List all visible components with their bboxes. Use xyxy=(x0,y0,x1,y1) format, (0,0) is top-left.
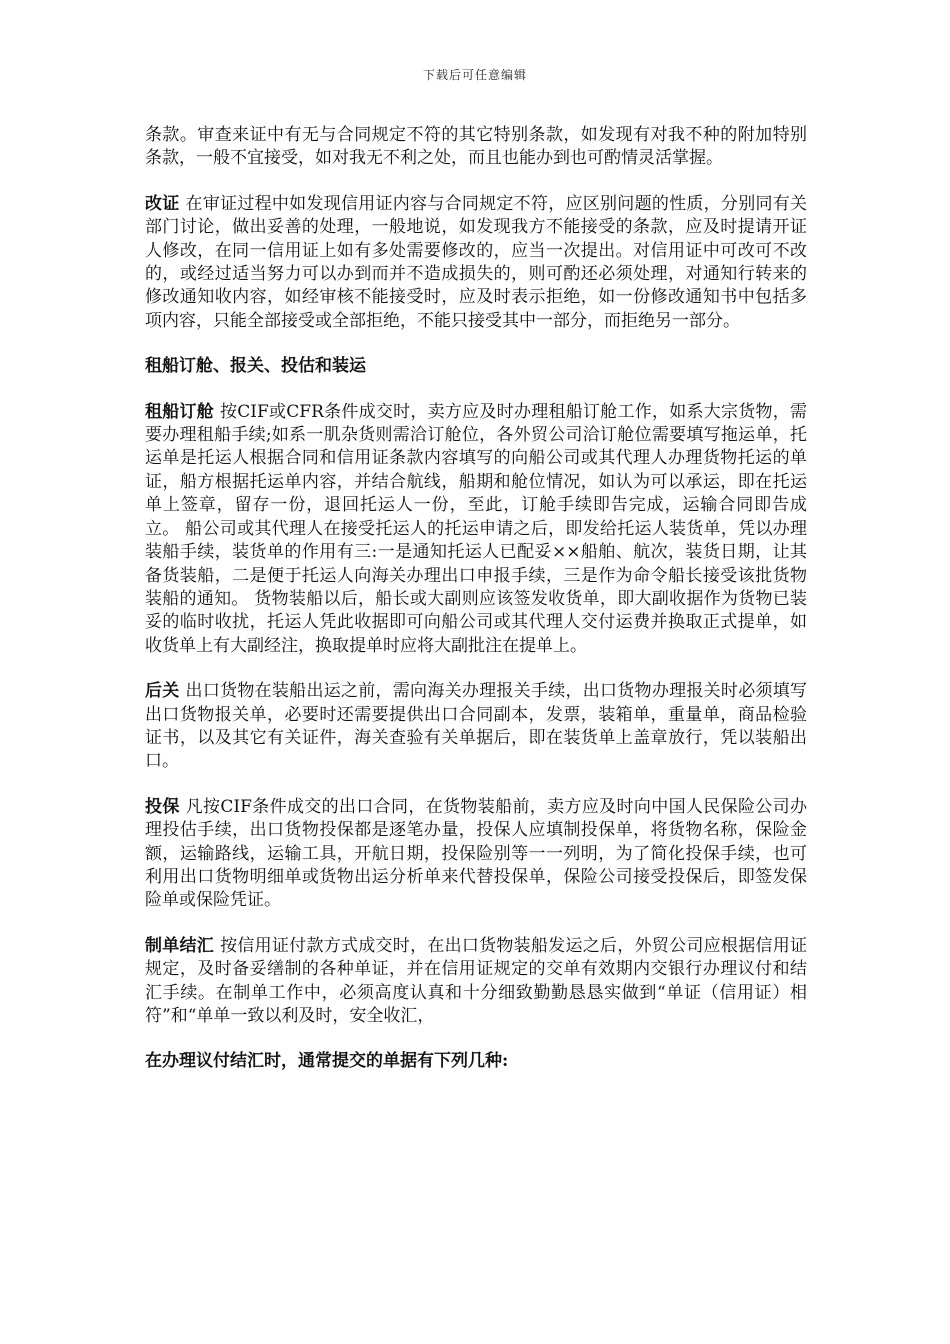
paragraph-text: 在审证过程中如发现信用证内容与合同规定不符，应区别问题的性质，分别同有关部门讨论，做出妥善的处理，一般地说，如发现我方不能接受的条款，应及时提请开证人修改，在同一信用证上如有多处需要修改的，应当一次提出。对信用证中可改可不改的，或经过适当努力可以办到而并不造成损失的，则可酌还必须处理，对通知行转来的修改通知收内容，如经审核不能接受时，应及时表示拒绝，如一份修改通知书中包括多项内容，只能全部接受或全部拒绝，不能只接受其中一部分，而拒绝另一部分。 xyxy=(145,193,808,331)
paragraph-chartering xyxy=(145,401,807,658)
paragraph-text: 按信用证付款方式成交时，在出口货物装船发运之后，外贸公司应根据信用证规定，及时备妥缮制的各种单证，并在信用证规定的交单有效期内交银行办理议付和结汇手续。在制单工作中，必须高度认真和十分细致勤勤恳恳实做到“单证（信用证）相符”和“单单一致以利及时，安全收汇， xyxy=(145,935,808,1026)
paragraph-amend-credit xyxy=(145,193,807,333)
paragraph-term: 制单结汇 xyxy=(145,935,215,956)
section-heading-shipping: 租船订舱、报关、投估和装运 xyxy=(145,356,366,377)
page-header: 下载后可任意编辑 xyxy=(422,68,527,82)
paragraph-customs xyxy=(145,680,807,774)
paragraph-clause-review xyxy=(145,124,807,171)
paragraph-text: 出口货物在装船出运之前，需向海关办理报关手续，出口货物办理报关时必须填写出口货物报关单，必要时还需要提供出口合同副本，发票，装箱单，重量单，商品检验证书，以及其它有关证件，海关查验有关单据后，即在装货单上盖章放行，凭以装船出口。 xyxy=(145,681,808,772)
paragraph-documents-settlement xyxy=(145,935,807,1029)
document-body xyxy=(145,124,807,1096)
paragraph-text: 凡按CIF条件成交的出口合同，在货物装船前，卖方应及时向中国人民保险公司办理投估手续，出口货物投保都是逐笔办量，投保人应填制投保单，将货物名称，保险金额，运输路线，运输工具，开航日期，投保险别等一一列明，为了简化投保手续，也可利用出口货物明细单或货物出运分析单来代替投保单，保险公司接受投保后，即签发保险单或保险凭证。 xyxy=(145,796,807,911)
paragraph-term: 后关 xyxy=(145,681,180,702)
paragraph-text: 条款。审查来证中有无与合同规定不符的其它特别条款，如发现有对我不种的附加特别条款，一般不宜接受，如对我无不利之处，而且也能办到也可酌情灵活掌握。 xyxy=(145,125,807,169)
paragraph-term: 改证 xyxy=(145,193,180,214)
paragraph-insurance xyxy=(145,796,807,913)
paragraph-term: 投保 xyxy=(145,796,180,817)
paragraph-term: 租船订舱 xyxy=(145,401,215,422)
paragraph-text: 按CIF或CFR条件成交时，卖方应及时办理租船订舱工作，如系大宗货物，需要办理租船手续;如系一肌杂货则需洽订舱位，各外贸公司洽订舱位需要填写拖运单，托运单是托运人根据合同和信用证条款内容填写的向船公司或其代理人办理货物托运的单证，船方根据托运单内容，并结合航线，船期和舱位情况，如认为可以承运，即在托运单上签章，留存一份，退回托运人一份，至此，订舱手续即告完成，运输合同即告成立。 船公司或其代理人在接受托运人的托运申请之后，即发给托运人装货单，凭以办理装船手续，装货单的作用有三:一是通知托运人已配妥××船舶、航次，装货日期，让其备货装船，二是便于托运人向海关办理出口申报手续，三是作为命令船长接受该批货物装船的通知。 货物装船以后，船长或大副则应该签发收货单，即大副收据作为货物已装妥的临时收扰，托运人凭此收据即可向船公司或其代理人交付运费并换取正式提单，如收货单上有大副经注，换取提单时应将大副批注在提单上。 xyxy=(145,401,807,656)
section-heading-documents: 在办理议付结汇时，通常提交的单据有下列几种: xyxy=(145,1051,509,1072)
